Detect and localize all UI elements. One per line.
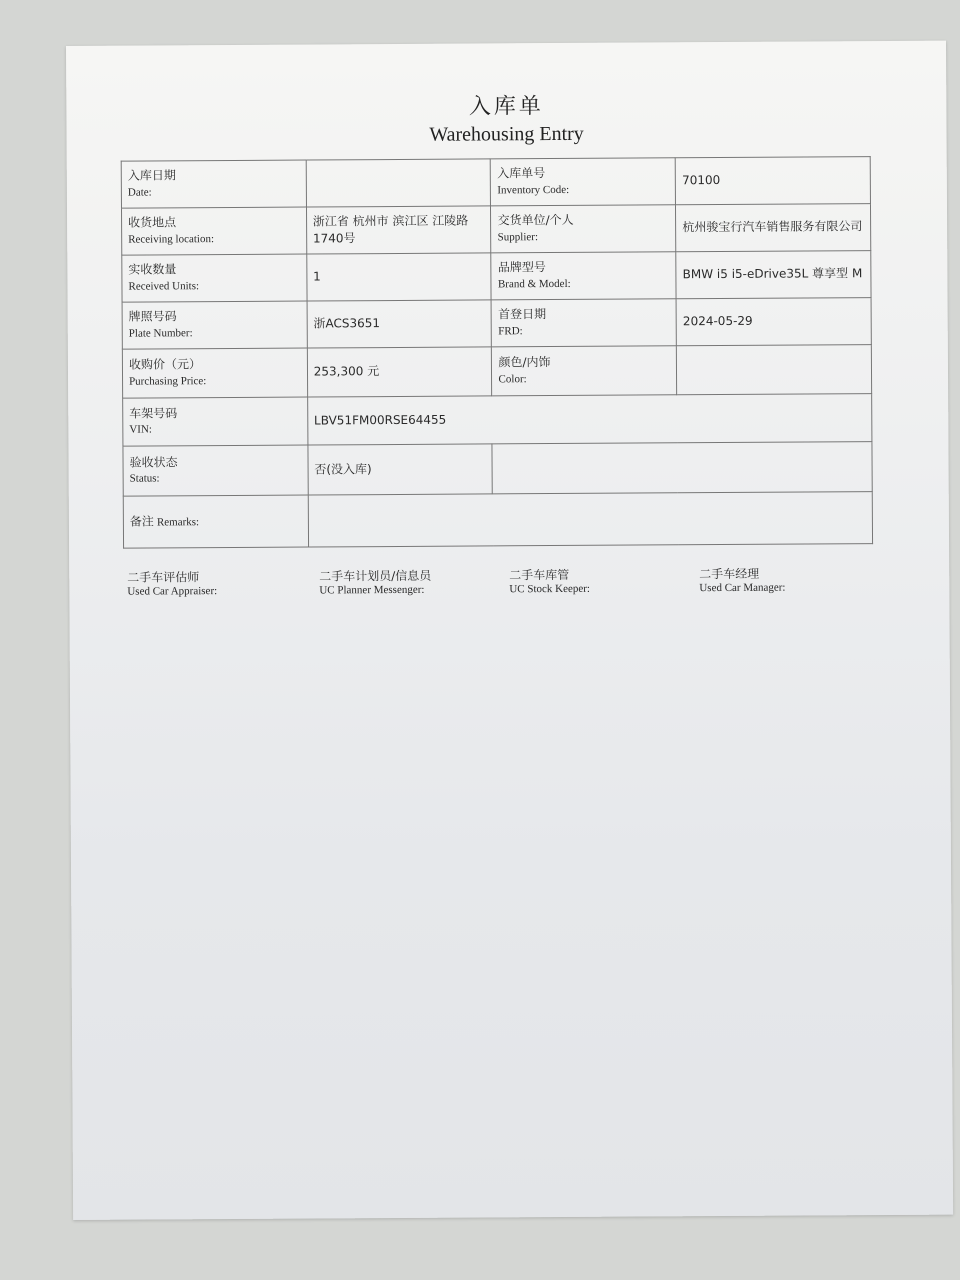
inventory-code-value: 70100 (675, 157, 870, 205)
receiving-location-label: 收货地点 Receiving location: (121, 207, 306, 255)
purchasing-price-value: 253,300 元 (307, 347, 492, 397)
frd-label: 首登日期 FRD: (492, 299, 677, 347)
received-units-label: 实收数量 Received Units: (122, 254, 307, 302)
frd-value: 2024-05-29 (676, 298, 871, 346)
status-value: 否(没入库) (308, 444, 493, 495)
color-value (677, 345, 872, 395)
purchasing-price-label: 收购价（元） Purchasing Price: (122, 348, 307, 398)
brand-model-label: 品牌型号 Brand & Model: (491, 252, 676, 300)
document-title-en: Warehousing Entry (429, 122, 584, 146)
signature-manager: 二手车经理 Used Car Manager: (699, 566, 786, 595)
table-row (123, 492, 872, 549)
vin-value: LBV51FM00RSE64455 (307, 394, 872, 445)
signature-appraiser: 二手车评估师 Used Car Appraiser: (127, 570, 218, 598)
vin-label: 车架号码 VIN: (123, 397, 308, 446)
plate-number-label: 牌照号码 Plate Number: (122, 301, 307, 349)
inventory-code-label: 入库单号 Inventory Code: (491, 158, 676, 206)
remarks-value (308, 492, 873, 547)
remarks-label: 备注 Remarks: (123, 495, 308, 548)
table-row (123, 394, 872, 447)
table-row (122, 298, 871, 350)
date-value (306, 159, 491, 207)
supplier-value: 杭州骏宝行汽车销售服务有限公司 (676, 204, 871, 252)
color-label: 颜色/内饰 Color: (492, 346, 677, 396)
receiving-location-value: 浙江省 杭州市 滨江区 江陵路 1740号 (306, 206, 491, 254)
date-label: 入库日期 Date: (121, 160, 306, 208)
signature-stock-keeper: 二手车库管 UC Stock Keeper: (509, 567, 591, 596)
received-units-value: 1 (307, 253, 492, 301)
table-row (122, 251, 871, 303)
plate-number-value: 浙ACS3651 (307, 300, 492, 348)
document-sheet (66, 41, 953, 1220)
status-blank-cell (492, 442, 872, 494)
table-row (121, 204, 870, 256)
status-label: 验收状态 Status: (123, 445, 308, 496)
table-row (122, 345, 871, 399)
brand-model-value: BMW i5 i5-eDrive35L 尊享型 M (676, 251, 871, 299)
supplier-label: 交货单位/个人 Supplier: (491, 205, 676, 253)
table-row (121, 157, 870, 209)
document-title-cn: 入库单 (468, 94, 544, 120)
signature-planner: 二手车计划员/信息员 UC Planner Messenger: (319, 568, 432, 597)
table-row (123, 442, 872, 497)
entry-form-table (121, 156, 873, 549)
